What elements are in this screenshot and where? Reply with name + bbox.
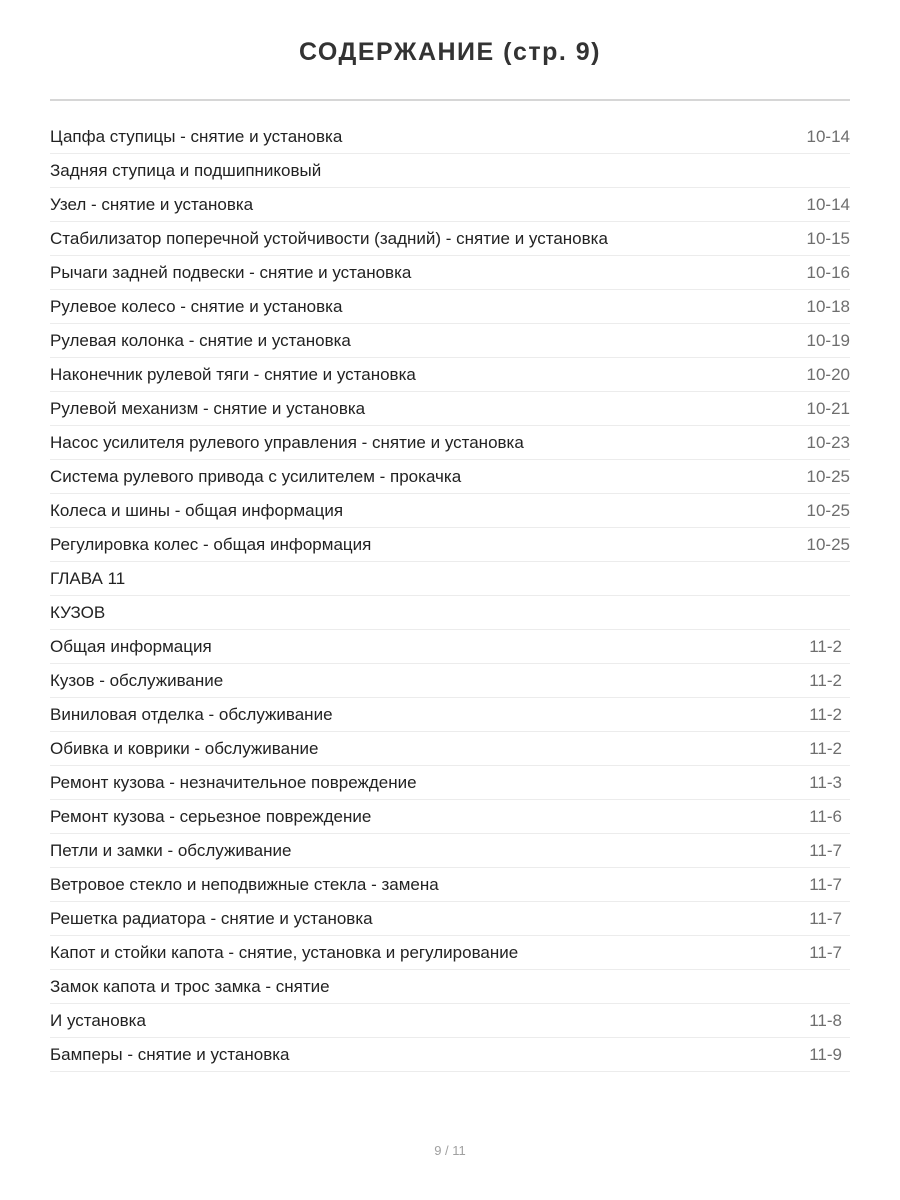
toc-entry[interactable] — [50, 256, 850, 290]
toc-entry[interactable] — [50, 392, 850, 426]
toc-entry[interactable] — [50, 936, 850, 970]
toc-entry[interactable] — [50, 902, 850, 936]
toc-entry-page: 11-2 — [809, 704, 842, 724]
toc-entry-title: Регулировка колес - общая информация — [50, 534, 372, 554]
toc-entry[interactable] — [50, 358, 850, 392]
toc-entry-title: Ветровое стекло и неподвижные стекла - замена — [50, 874, 439, 894]
toc-entry[interactable] — [50, 664, 850, 698]
toc-entry-page: 11-2 — [809, 738, 842, 758]
toc-entry-page: 11-2 — [809, 636, 842, 656]
toc-entry-page: 11-7 — [809, 840, 842, 860]
toc-entry[interactable] — [50, 290, 850, 324]
toc-entry-title: Цапфа ступицы - снятие и установка — [50, 126, 343, 146]
toc-entry-page: 11-7 — [809, 942, 842, 962]
toc-entry[interactable] — [50, 188, 850, 222]
table-of-contents — [50, 120, 850, 1072]
toc-entry-title: Рулевая колонка - снятие и установка — [50, 330, 351, 350]
toc-entry[interactable] — [50, 324, 850, 358]
toc-entry[interactable] — [50, 460, 850, 494]
toc-entry-title: Замок капота и трос замка - снятие — [50, 976, 330, 996]
toc-entry-page: 10-15 — [806, 228, 850, 248]
toc-entry-page: 10-20 — [806, 364, 850, 384]
toc-entry[interactable] — [50, 562, 850, 596]
toc-entry-title: Рулевое колесо - снятие и установка — [50, 296, 343, 316]
toc-entry-page: 11-3 — [809, 772, 842, 792]
page-number: 9 / 11 — [434, 1143, 466, 1158]
toc-entry-page: 11-6 — [809, 806, 842, 826]
toc-entry-page: 11-7 — [809, 908, 842, 928]
toc-entry-title: Виниловая отделка - обслуживание — [50, 704, 333, 724]
toc-entry-title: Задняя ступица и подшипниковый — [50, 160, 322, 180]
toc-entry[interactable] — [50, 154, 850, 188]
toc-entry-title: И установка — [50, 1010, 146, 1030]
toc-entry[interactable] — [50, 800, 850, 834]
toc-entry-page: 10-18 — [806, 296, 850, 316]
title-divider — [50, 99, 850, 101]
toc-entry-page: 11-8 — [809, 1010, 842, 1030]
toc-entry[interactable] — [50, 698, 850, 732]
toc-entry[interactable] — [50, 222, 850, 256]
toc-entry-page: 10-25 — [806, 534, 850, 554]
toc-entry-title: Рулевой механизм - снятие и установка — [50, 398, 366, 418]
toc-entry[interactable] — [50, 630, 850, 664]
toc-entry-page: 10-25 — [806, 500, 850, 520]
toc-entry-title: ГЛАВА 11 — [50, 568, 126, 588]
toc-entry-page: 10-23 — [806, 432, 850, 452]
toc-entry-title: Капот и стойки капота - снятие, установка и регулирование — [50, 942, 519, 962]
toc-entry[interactable] — [50, 766, 850, 800]
toc-entry-title: Ремонт кузова - незначительное повреждение — [50, 772, 417, 792]
toc-entry-title: Ремонт кузова - серьезное повреждение — [50, 806, 372, 826]
toc-entry-title: Узел - снятие и установка — [50, 194, 254, 214]
toc-entry-title: Общая информация — [50, 636, 212, 656]
toc-entry-page: 10-21 — [806, 398, 850, 418]
toc-entry-page: 11-7 — [809, 874, 842, 894]
toc-entry[interactable] — [50, 868, 850, 902]
toc-entry-page: 10-25 — [806, 466, 850, 486]
toc-entry-title: Кузов - обслуживание — [50, 670, 224, 690]
toc-entry[interactable] — [50, 120, 850, 154]
toc-entry[interactable] — [50, 834, 850, 868]
toc-entry-page: 11-2 — [809, 670, 842, 690]
toc-entry-title: КУЗОВ — [50, 602, 106, 622]
toc-entry[interactable] — [50, 528, 850, 562]
page-title: СОДЕРЖАНИЕ (стр. 9) — [298, 38, 602, 66]
toc-entry[interactable] — [50, 732, 850, 766]
toc-entry-title: Наконечник рулевой тяги - снятие и установка — [50, 364, 416, 384]
toc-entry-title: Колеса и шины - общая информация — [50, 500, 344, 520]
toc-entry-title: Рычаги задней подвески - снятие и установка — [50, 262, 412, 282]
toc-entry-page: 10-16 — [806, 262, 850, 282]
toc-entry-title: Обивка и коврики - обслуживание — [50, 738, 319, 758]
toc-entry-title: Стабилизатор поперечной устойчивости (задний) - снятие и установка — [50, 228, 608, 248]
toc-entry-title: Насос усилителя рулевого управления - снятие и установка — [50, 432, 524, 452]
toc-entry-page: 10-14 — [806, 194, 850, 214]
toc-entry[interactable] — [50, 1038, 850, 1072]
toc-entry-title: Петли и замки - обслуживание — [50, 840, 292, 860]
toc-entry[interactable] — [50, 596, 850, 630]
toc-entry-page: 11-9 — [809, 1044, 842, 1064]
toc-entry-page: 10-14 — [806, 126, 850, 146]
toc-entry-title: Решетка радиатора - снятие и установка — [50, 908, 373, 928]
toc-entry[interactable] — [50, 970, 850, 1004]
toc-entry[interactable] — [50, 426, 850, 460]
toc-entry-title: Бамперы - снятие и установка — [50, 1044, 290, 1064]
toc-entry-title: Система рулевого привода с усилителем - прокачка — [50, 466, 462, 486]
toc-entry[interactable] — [50, 494, 850, 528]
toc-entry[interactable] — [50, 1004, 850, 1038]
toc-entry-page: 10-19 — [806, 330, 850, 350]
